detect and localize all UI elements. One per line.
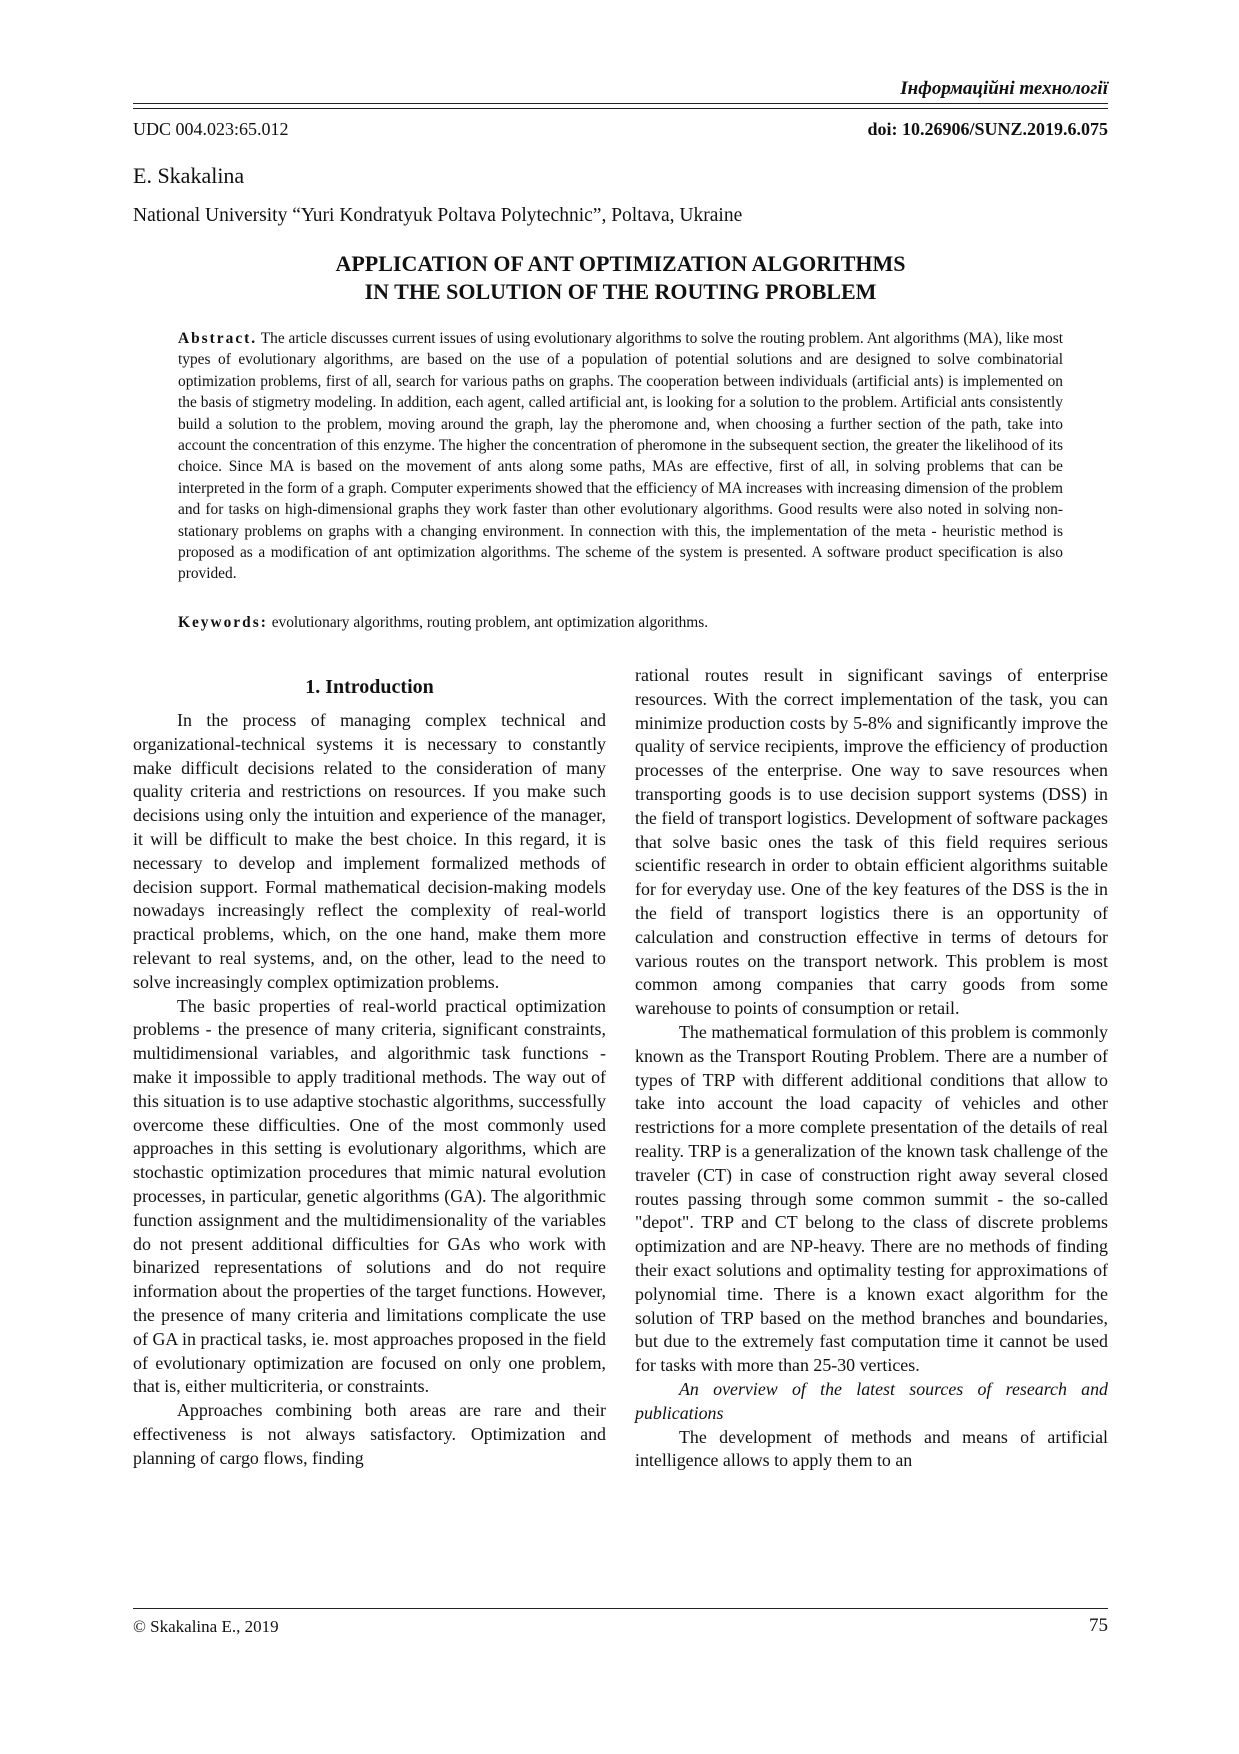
udc-code: UDC 004.023:65.012	[133, 119, 289, 139]
subsection-heading: An overview of the latest sources of research and publications	[635, 1378, 1108, 1423]
keywords-label: Keywords:	[178, 614, 268, 631]
paragraph: Approaches combining both areas are rare and their effectiveness is not always satisfactory. Optimization and planning of cargo flows, finding	[133, 1400, 606, 1468]
title-line-1: APPLICATION OF ANT OPTIMIZATION ALGORITHMS	[335, 251, 906, 276]
keywords-text: evolutionary algorithms, routing problem, ant optimization algorithms.	[271, 614, 709, 631]
right-column	[635, 664, 1108, 1473]
footer-rule	[133, 1608, 1108, 1609]
abstract-label: Abstract.	[178, 330, 258, 347]
paragraph: The development of methods and means of artificial intelligence allows to apply them to an	[635, 1426, 1108, 1471]
title-line-2: IN THE SOLUTION OF THE ROUTING PROBLEM	[364, 279, 877, 304]
left-column	[133, 664, 606, 1471]
paragraph: In the process of managing complex technical and organizational-technical systems it is necessary to constantly make difficult decisions related to the consideration of many quality criteria and restrictions on resources. If you make such decisions using only the intuition and experience of the manager, it will be difficult to make the best choice. In this regard, it is necessary to develop and implement formalized methods of decision support. Formal mathematical decision-making models nowadays increasingly reflect the complexity of real-world practical problems, which, on the one hand, make them more relevant to real systems, and, on the other, lead to the need to solve increasingly complex optimization problems.	[133, 710, 606, 992]
paragraph: The basic properties of real-world practical optimization problems - the presence of many criteria, significant constraints, multidimensional variables, and algorithmic task functions - make it impossible to apply traditional methods. The way out of this situation is to use adaptive stochastic algorithms, successfully overcome these difficulties. One of the most commonly used approaches in this setting is evolutionary algorithms, which are stochastic optimization procedures that mimic natural evolution processes, in particular, genetic algorithms (GA). The algorithmic function assignment and the multidimensionality of the variables do not present additional difficulties for GAs who work with binarized representations of solutions and do not require information about the properties of the target functions. However, the presence of many criteria and limitations complicate the use of GA in practical tasks, ie. most approaches proposed in the field of evolutionary optimization are focused on only one problem, that is, either multicriteria, or constraints.	[133, 995, 606, 1397]
abstract-text: The article discusses current issues of using evolutionary algorithms to solve the routing problem. Ant algorithms (MA), like most types of evolutionary algorithms, are based on the use of a population of potential solutions and are designed to solve combinatorial optimization problems, first of all, search for various paths on graphs. The cooperation between individuals (artificial ants) is implemented on the basis of stigmetry modeling. In addition, each agent, called artificial ant, is looking for a solution to the problem. Artificial ants consistently build a solution to the problem, moving around the graph, lay the pheromone and, when choosing a further section of the path, take into account the concentration of this enzyme. The higher the concentration of pheromone in the subsequent section, the greater the likelihood of its choice. Since MA is based on the movement of ants along some paths, MAs are effective, first of all, in solving problems that can be interpreted in the form of a graph. Computer experiments showed that the efficiency of MA increases with increasing dimension of the problem and for tasks on high-dimensional graphs they work faster than other evolutionary algorithms. Good results were also noted in solving non-stationary problems on graphs with a changing environment. In connection with this, the implementation of the meta - heuristic method is proposed as a modification of ant optimization algorithms. The scheme of the system is presented. A software product specification is also provided.	[178, 330, 1063, 583]
doi: doi: 10.26906/SUNZ.2019.6.075	[867, 119, 1108, 139]
affiliation: National University “Yuri Kondratyuk Poltava Polytechnic”, Poltava, Ukraine	[133, 205, 743, 226]
header-rule	[133, 103, 1108, 109]
paragraph: rational routes result in significant savings of enterprise resources. With the correct implementation of the task, you can minimize production costs by 5-8% and significantly improve the quality of service recipients, improve the efficiency of production processes of the enterprise. One way to save resources when transporting goods is to use decision support systems (DSS) in the field of transport logistics. Development of software packages that solve basic ones the task of this field requires serious scientific research in order to obtain efficient algorithms suitable for for everyday use. One of the key features of the DSS is the in the field of transport logistics there is an opportunity of calculation and construction effective in terms of detours for various routes on the transport network. This problem is most common among companies that carry goods from some warehouse to points of consumption or retail.	[635, 665, 1108, 1019]
running-head: Інформаційні технології	[900, 78, 1108, 99]
paragraph: The mathematical formulation of this problem is commonly known as the Transport Routing Problem. There are a number of types of TRP with different additional conditions that allow to take into account the load capacity of vehicles and other restrictions for a more complete presentation of the details of real reality. TRP is a generalization of the known task challenge of the traveler (CT) in case of construction right away several closed routes passing through some common summit - the so-called "depot". TRP and CT belong to the class of discrete problems optimization and are NP-heavy. There are no methods of finding their exact solutions and optimality testing for approximations of polynomial time. There is a known exact algorithm for the solution of TRP based on the method branches and boundaries, but due to the extremely fast computation time it cannot be used for tasks with more than 25-30 vertices.	[635, 1021, 1108, 1376]
abstract	[178, 328, 1063, 585]
copyright: © Skakalina E., 2019	[133, 1617, 279, 1636]
page-number: 75	[1089, 1615, 1108, 1636]
author: E. Skakalina	[133, 163, 245, 188]
paper-title	[133, 250, 1108, 306]
keywords	[178, 614, 1063, 632]
paper-page	[133, 0, 1108, 1754]
section-heading: 1. Introduction	[305, 676, 434, 698]
